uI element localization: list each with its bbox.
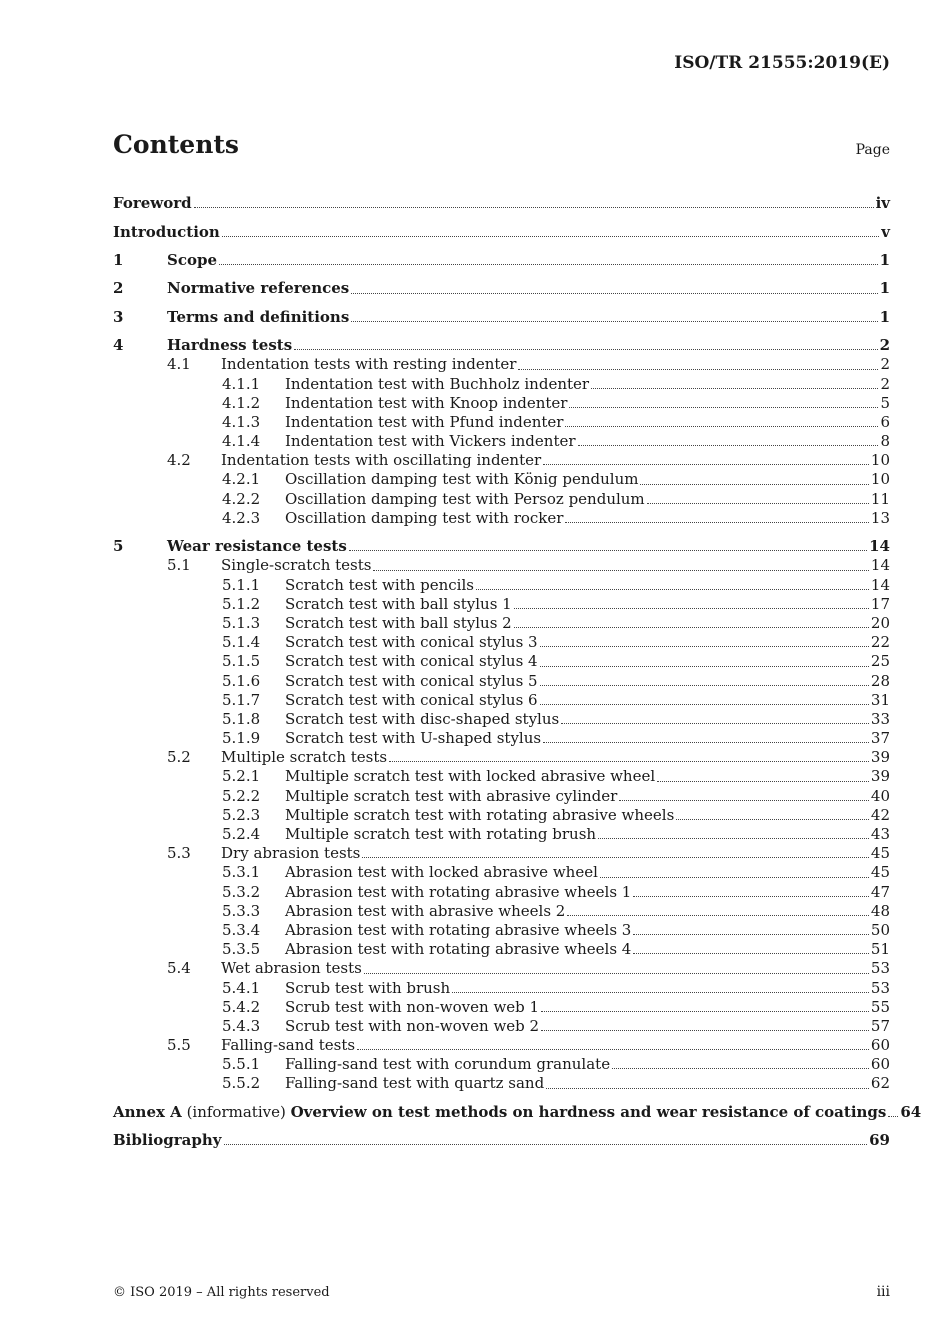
- toc-entry-number: 5.4.1: [222, 978, 261, 997]
- dot-leader: [357, 1049, 869, 1050]
- toc-entry-page: 14: [870, 556, 890, 575]
- toc-entry-title: Wear resistance tests: [167, 537, 347, 556]
- toc-entry-title: Abrasion test with rotating abrasive wheels 4: [285, 940, 632, 959]
- dot-leader: [514, 608, 869, 609]
- toc-entry-title: Scratch test with conical stylus 6: [285, 690, 538, 709]
- toc-entry-page: 28: [870, 671, 890, 690]
- toc-entry-number: 4.1.2: [222, 393, 261, 412]
- dot-leader: [567, 915, 869, 916]
- dot-leader: [294, 349, 877, 350]
- bibliography-page: 69: [869, 1131, 890, 1150]
- dot-leader: [224, 1144, 868, 1145]
- toc-entry-number: 4.1.4: [222, 432, 261, 451]
- toc-entry-number: 5.2.3: [222, 805, 261, 824]
- toc-entry-title: Multiple scratch test with rotating abrasive wheels: [285, 805, 675, 824]
- dot-leader: [540, 685, 869, 686]
- toc-entry[interactable]: [113, 432, 890, 451]
- toc-entry-page: 48: [870, 901, 890, 920]
- toc-entry-page: 60: [870, 1055, 890, 1074]
- toc-entry-page: 33: [870, 709, 890, 728]
- toc-entry-title: Single-scratch tests: [221, 556, 372, 575]
- page-column-label: Page: [855, 142, 890, 158]
- toc-entry[interactable]: [113, 921, 890, 940]
- toc-entry[interactable]: [113, 270, 890, 298]
- dot-leader: [362, 857, 869, 858]
- dot-leader: [633, 934, 869, 935]
- dot-leader: [476, 589, 869, 590]
- toc-entry[interactable]: [113, 729, 890, 748]
- toc-entry-number: 5.1.8: [222, 709, 261, 728]
- toc-entry-number: 5.5.1: [222, 1055, 261, 1074]
- toc-entry-number: 4.1.3: [222, 412, 261, 431]
- toc-entry-title: Oscillation damping test with rocker: [285, 508, 564, 527]
- toc-entry-number: 5.2.4: [222, 825, 261, 844]
- toc-entry[interactable]: [113, 1055, 890, 1074]
- toc-entry-title: Scratch test with conical stylus 5: [285, 671, 538, 690]
- toc-entry-page: 53: [870, 978, 890, 997]
- dot-leader: [543, 464, 869, 465]
- toc-entry-page: 55: [870, 997, 890, 1016]
- dot-leader: [514, 627, 869, 628]
- toc-entry-number: 4: [113, 336, 124, 355]
- toc-entry-title: Scrub test with brush: [285, 978, 451, 997]
- toc-entry[interactable]: [113, 413, 890, 432]
- toc-entry-number: 5.2.1: [222, 767, 261, 786]
- toc-entry-page: 43: [870, 825, 890, 844]
- toc-entry[interactable]: [113, 883, 890, 902]
- dot-leader: [219, 264, 878, 265]
- toc-entry-page: 39: [870, 767, 890, 786]
- toc-entry[interactable]: [113, 614, 890, 633]
- toc-entry[interactable]: [113, 394, 890, 413]
- toc-entry-page: 60: [870, 1036, 890, 1055]
- toc-entry-title: Scratch test with ball stylus 2: [285, 613, 512, 632]
- toc-entry-number: 3: [113, 307, 124, 326]
- toc-entry-number: 5.1.5: [222, 652, 261, 671]
- toc-entry[interactable]: [113, 595, 890, 614]
- toc-entry-number: 5.4.3: [222, 1016, 261, 1035]
- toc-entry-page: 1: [879, 279, 890, 298]
- toc-entry[interactable]: [113, 806, 890, 825]
- dot-leader: [222, 236, 879, 237]
- dot-leader: [452, 992, 869, 993]
- annex-title: Overview on test methods on hardness and wear resistance of coatings: [290, 1102, 887, 1121]
- toc-entry-number: 5.1.1: [222, 575, 261, 594]
- toc-entry-page: 45: [870, 863, 890, 882]
- toc-entry-title: Oscillation damping test with Persoz pendulum: [285, 489, 645, 508]
- dot-leader: [565, 426, 878, 427]
- toc-entry[interactable]: [113, 633, 890, 652]
- toc-entry-title: Dry abrasion tests: [221, 844, 361, 863]
- toc-entry-title: Multiple scratch test with locked abrasive wheel: [285, 767, 656, 786]
- toc-entry-page: 14: [870, 575, 890, 594]
- toc-entry[interactable]: [113, 710, 890, 729]
- toc-entry-title: Abrasion test with rotating abrasive wheels 3: [285, 920, 632, 939]
- toc-entry-number: 4.2.1: [222, 470, 261, 489]
- toc-entry-number: 5.3.3: [222, 901, 261, 920]
- dot-leader: [600, 877, 869, 878]
- toc-entry-title: Scratch test with pencils: [285, 575, 474, 594]
- toc-entry-page: 10: [870, 451, 890, 470]
- toc-entry-number: 5.1.7: [222, 690, 261, 709]
- toc-entry-title: Multiple scratch test with abrasive cylinder: [285, 786, 618, 805]
- toc-entry-number: 5: [113, 537, 124, 556]
- dot-leader: [373, 570, 868, 571]
- footer-copyright: © ISO 2019 – All rights reserved: [113, 1285, 330, 1300]
- dot-leader: [619, 800, 869, 801]
- toc-entry[interactable]: [113, 979, 890, 998]
- toc-entry[interactable]: [113, 576, 890, 595]
- toc-entry-page: 2: [880, 374, 890, 393]
- toc-entry[interactable]: [113, 451, 890, 470]
- toc-entry[interactable]: [113, 1017, 890, 1036]
- toc-entry-number: 5.1.2: [222, 594, 261, 613]
- toc-entry-page: 11: [870, 489, 890, 508]
- dot-leader: [561, 723, 869, 724]
- toc-entry-page: v: [881, 222, 890, 241]
- toc-entry[interactable]: [113, 299, 890, 327]
- dot-leader: [633, 896, 869, 897]
- document-id: ISO/TR 21555:2019(E): [674, 53, 890, 73]
- toc-entry-page: 13: [870, 508, 890, 527]
- toc-entry[interactable]: [113, 470, 890, 489]
- dot-leader: [540, 646, 869, 647]
- dot-leader: [591, 388, 878, 389]
- toc-entry-title: Falling-sand tests: [221, 1036, 356, 1055]
- table-of-contents: [113, 185, 922, 1150]
- toc-entry[interactable]: [113, 748, 890, 767]
- toc-entry-page: 47: [870, 882, 890, 901]
- toc-entry-number: 4.1.1: [222, 374, 261, 393]
- toc-entry-page: 5: [880, 393, 890, 412]
- toc-entry-number: 4.2.3: [222, 508, 261, 527]
- toc-entry-page: 50: [870, 920, 890, 939]
- toc-annex-a[interactable]: [113, 1094, 922, 1122]
- dot-leader: [541, 1011, 869, 1012]
- toc-entry-number: 5.5: [167, 1036, 191, 1055]
- toc-entry-title: Indentation test with Buchholz indenter: [285, 374, 590, 393]
- toc-entry-page: 40: [870, 786, 890, 805]
- toc-entry[interactable]: [113, 959, 890, 978]
- dot-leader: [541, 1030, 869, 1031]
- toc-entry-number: 4.2: [167, 451, 191, 470]
- toc-entry-number: 5.3.2: [222, 882, 261, 901]
- toc-entry-page: 17: [870, 594, 890, 613]
- toc-entry-number: 5.1.6: [222, 671, 261, 690]
- toc-entry[interactable]: [113, 940, 890, 959]
- toc-entry-title: Scrub test with non-woven web 2: [285, 1016, 540, 1035]
- toc-entry-title: Indentation tests with resting indenter: [221, 355, 517, 374]
- contents-title: Contents: [113, 130, 240, 159]
- toc-entry[interactable]: [113, 327, 890, 355]
- dot-leader: [540, 666, 869, 667]
- dot-leader: [389, 761, 869, 762]
- toc-entry-title: Abrasion test with abrasive wheels 2: [285, 901, 566, 920]
- toc-entry-page: 6: [880, 412, 890, 431]
- annex-label: Annex A: [113, 1102, 182, 1121]
- toc-entry[interactable]: [113, 844, 890, 863]
- dot-leader: [565, 522, 868, 523]
- dot-leader: [657, 781, 869, 782]
- dot-leader: [518, 369, 878, 370]
- toc-entry-page: 39: [870, 748, 890, 767]
- toc-entry[interactable]: [113, 767, 890, 786]
- dot-leader: [569, 407, 878, 408]
- toc-entry-title: Indentation test with Vickers indenter: [285, 432, 576, 451]
- toc-entry-page: 20: [870, 613, 890, 632]
- toc-entry-number: 5.1.4: [222, 633, 261, 652]
- dot-leader: [888, 1116, 898, 1117]
- toc-entry[interactable]: [113, 825, 890, 844]
- toc-entry-page: 57: [870, 1016, 890, 1035]
- toc-entry-title: Scratch test with disc-shaped stylus: [285, 709, 560, 728]
- toc-entry-title: Falling-sand test with quartz sand: [285, 1074, 545, 1093]
- toc-entry-number: 1: [113, 250, 124, 269]
- toc-entry[interactable]: [113, 672, 890, 691]
- toc-entry-page: 37: [870, 729, 890, 748]
- toc-entry-page: 62: [870, 1074, 890, 1093]
- toc-entry-title: Abrasion test with locked abrasive wheel: [285, 863, 598, 882]
- toc-entry-page: 1: [879, 307, 890, 326]
- toc-entry-title: Scrub test with non-woven web 1: [285, 997, 540, 1016]
- toc-entry-title: Scope: [167, 250, 218, 269]
- toc-entry-title: Scratch test with conical stylus 4: [285, 652, 538, 671]
- annex-qualifier: (informative): [181, 1102, 291, 1121]
- toc-entry-number: 4.1: [167, 355, 191, 374]
- toc-entry-number: 5.2: [167, 748, 191, 767]
- toc-entry-title: Foreword: [113, 194, 192, 213]
- dot-leader: [633, 953, 869, 954]
- bibliography-title: Bibliography: [113, 1131, 222, 1150]
- dot-leader: [546, 1088, 869, 1089]
- toc-entry-page: 42: [870, 805, 890, 824]
- toc-entry-title: Oscillation damping test with König pendulum: [285, 470, 639, 489]
- toc-entry-number: 5.3.5: [222, 940, 261, 959]
- toc-entry[interactable]: [113, 490, 890, 509]
- dot-leader: [647, 503, 869, 504]
- toc-entry[interactable]: [113, 509, 890, 528]
- toc-entry[interactable]: [113, 528, 890, 556]
- dot-leader: [349, 550, 867, 551]
- toc-entry[interactable]: [113, 1036, 890, 1055]
- toc-entry-number: 5.3.4: [222, 920, 261, 939]
- toc-entry-page: 1: [879, 250, 890, 269]
- toc-entry-page: 31: [870, 690, 890, 709]
- dot-leader: [540, 704, 869, 705]
- toc-entry-number: 5.2.2: [222, 786, 261, 805]
- toc-entry-title: Scratch test with U-shaped stylus: [285, 729, 542, 748]
- toc-entry[interactable]: [113, 556, 890, 575]
- toc-entry-number: 2: [113, 279, 124, 298]
- toc-entry-number: 5.1.9: [222, 729, 261, 748]
- footer-page-number: iii: [876, 1284, 890, 1300]
- toc-entry-title: Hardness tests: [167, 336, 293, 355]
- toc-entry-page: 51: [870, 940, 890, 959]
- toc-entry-title: Normative references: [167, 279, 350, 298]
- dot-leader: [351, 321, 877, 322]
- toc-entry-page: 14: [869, 537, 890, 556]
- toc-entry[interactable]: [113, 998, 890, 1017]
- toc-entry-title: Multiple scratch test with rotating brush: [285, 825, 597, 844]
- toc-entry-title: Indentation test with Pfund indenter: [285, 412, 564, 431]
- toc-entry-page: 45: [870, 844, 890, 863]
- dot-leader: [578, 445, 879, 446]
- dot-leader: [351, 293, 877, 294]
- toc-entry-number: 5.4: [167, 959, 191, 978]
- toc-entry-page: 8: [880, 432, 890, 451]
- toc-entry-page: 2: [879, 336, 890, 355]
- toc-entry-page: 10: [870, 470, 890, 489]
- toc-entry-number: 5.1.3: [222, 613, 261, 632]
- toc-entry[interactable]: [113, 902, 890, 921]
- dot-leader: [640, 484, 868, 485]
- toc-entry-page: 53: [870, 959, 890, 978]
- toc-entry[interactable]: [113, 242, 890, 270]
- toc-entry-title: Indentation tests with oscillating indenter: [221, 451, 542, 470]
- toc-entry[interactable]: [113, 185, 890, 213]
- dot-leader: [194, 207, 874, 208]
- toc-entry-title: Multiple scratch tests: [221, 748, 388, 767]
- toc-entry[interactable]: [113, 213, 890, 241]
- toc-entry-page: iv: [875, 194, 890, 213]
- dot-leader: [543, 742, 869, 743]
- toc-entry[interactable]: [113, 863, 890, 882]
- toc-entry[interactable]: [113, 652, 890, 671]
- dot-leader: [612, 1068, 869, 1069]
- toc-entry-title: Abrasion test with rotating abrasive wheels 1: [285, 882, 632, 901]
- toc-entry-page: 22: [870, 633, 890, 652]
- dot-leader: [364, 973, 869, 974]
- toc-entry[interactable]: [113, 787, 890, 806]
- dot-leader: [676, 819, 869, 820]
- toc-bibliography[interactable]: [113, 1122, 890, 1150]
- toc-entry-title: Scratch test with ball stylus 1: [285, 594, 512, 613]
- toc-entry-page: 2: [880, 355, 890, 374]
- toc-entry-title: Introduction: [113, 222, 220, 241]
- toc-entry-number: 4.2.2: [222, 489, 261, 508]
- toc-entry-number: 5.5.2: [222, 1074, 261, 1093]
- toc-entry[interactable]: [113, 691, 890, 710]
- toc-entry[interactable]: [113, 375, 890, 394]
- toc-entry-page: 25: [870, 652, 890, 671]
- toc-entry-number: 5.4.2: [222, 997, 261, 1016]
- toc-entry-title: Terms and definitions: [167, 307, 350, 326]
- toc-entry[interactable]: [113, 355, 890, 374]
- toc-entry-number: 5.3: [167, 844, 191, 863]
- toc-entry-number: 5.3.1: [222, 863, 261, 882]
- toc-entry-title: Scratch test with conical stylus 3: [285, 633, 538, 652]
- toc-entry[interactable]: [113, 1074, 890, 1093]
- annex-page: 64: [900, 1102, 922, 1121]
- toc-entry-title: Wet abrasion tests: [221, 959, 362, 978]
- toc-entry-title: Indentation test with Knoop indenter: [285, 393, 568, 412]
- toc-entry-title: Falling-sand test with corundum granulate: [285, 1055, 611, 1074]
- dot-leader: [598, 838, 869, 839]
- toc-entry-number: 5.1: [167, 556, 191, 575]
